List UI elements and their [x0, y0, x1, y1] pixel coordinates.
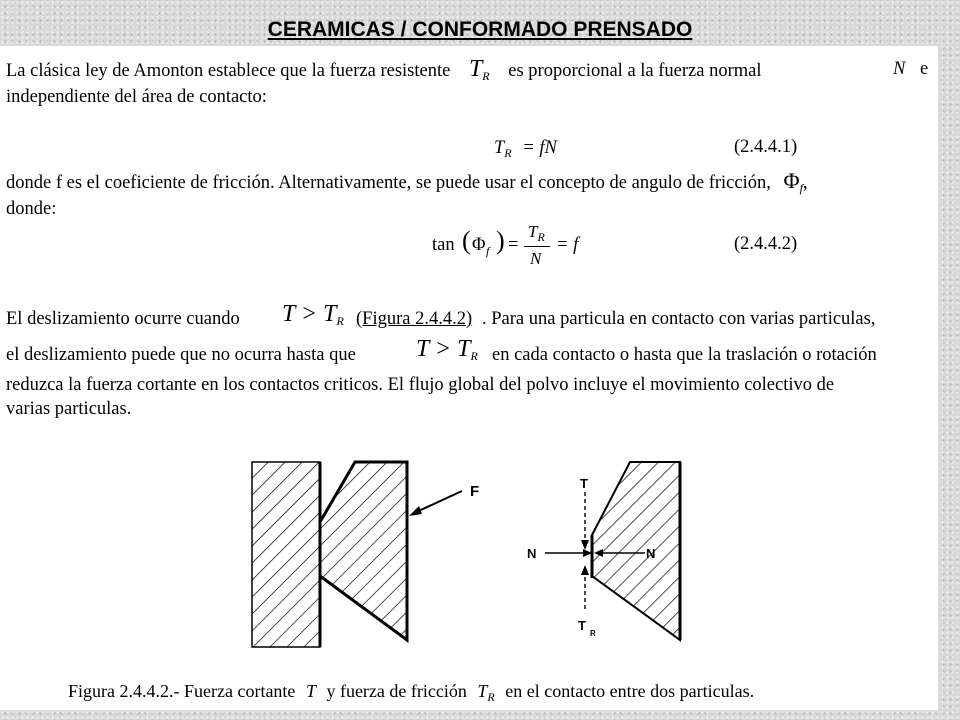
symbol-n: N: [893, 59, 906, 79]
equation-1-number: (2.4.4.1): [734, 137, 798, 157]
equation-1: $T_R$ = fN: [494, 138, 557, 160]
text-span: La clásica ley de Amonton establece que la fuerza resistente: [6, 61, 451, 81]
paragraph-3-line-4: varias particulas.: [6, 399, 132, 419]
symbol-tr: $T_R$: [468, 56, 490, 83]
paragraph-3-line-1: El deslizamiento ocurre cuando: [6, 309, 240, 329]
right-wedge-particle: [320, 462, 407, 640]
paragraph-1-line-2: independiente del área de contacto:: [6, 87, 267, 107]
symbol-phi: Φ: [783, 168, 800, 193]
paragraph-3-line-2: el deslizamiento puede que no ocurra hasta que: [6, 345, 356, 365]
label-tr-sub: R: [590, 629, 596, 638]
equation-2-number: (2.4.4.2): [734, 234, 798, 254]
document-page: La clásica ley de Amonton establece que la fuerza resistente $T_R$ es proporcional a la fuerza normal N e independiente del área de contacto: $T_R$ = fN (2.4.4.1) donde f es el coeficiente de fricción. Alternativamente, se puede usar el concepto de angulo de fricción, $\Phi_f$, donde: tan ( Φ f ) = $T_R$ N = f (2.4.4.2) El deslizamiento ocurre cuando $T > T_R$ (Figura 2.4.4.2) . Para una particula en contacto con varias particulas, el deslizamiento puede que no ocurra hasta que $T > T_R$ en cada contacto o hasta que la traslación o rotación reduzca la fuerza cortante en los contactos criticos. El flujo global del polvo incluye el movimiento colectivo de varias particulas.: [0, 46, 938, 710]
condition-t-gt-tr: $T > T_R$: [416, 336, 478, 363]
figure-caption: Figura 2.4.4.2.- Fuerza cortante T y fuerza de fricción $T_R$ en el contacto entre dos particulas.: [68, 681, 755, 704]
label-n-left: N: [527, 546, 537, 561]
label-t: T: [580, 476, 588, 491]
shear-t-arrow: [580, 476, 589, 550]
figure-link[interactable]: (Figura 2.4.4.2): [356, 309, 473, 329]
label-f: F: [470, 483, 480, 500]
text-span: es proporcional a la fuerza normal: [508, 61, 762, 81]
condition-t-gt-tr: $T > T_R$: [282, 301, 344, 328]
force-f-arrow: [409, 483, 479, 516]
paragraph-2-line-1: donde f es el coeficiente de fricción. Alternativamente, se puede usar el concepto de angulo de fricción, $\Phi_f$,: [6, 168, 808, 195]
label-n-right: N: [646, 546, 656, 561]
left-block-particle: [252, 462, 320, 647]
text-span: e: [920, 59, 929, 79]
label-tr: T: [578, 618, 586, 633]
text-span: en cada contacto o hasta que la traslación o rotación: [492, 345, 877, 365]
slide-title: CERAMICAS / CONFORMADO PRENSADO: [267, 18, 693, 41]
paragraph-2-line-2: donde:: [6, 199, 57, 219]
single-particle: [592, 462, 680, 640]
text-span: . Para una particula en contacto con varias particulas,: [482, 309, 876, 329]
paragraph-3-line-3: reduzca la fuerza cortante en los contactos criticos. El flujo global del polvo incluye el movimiento colectivo de: [6, 375, 835, 395]
